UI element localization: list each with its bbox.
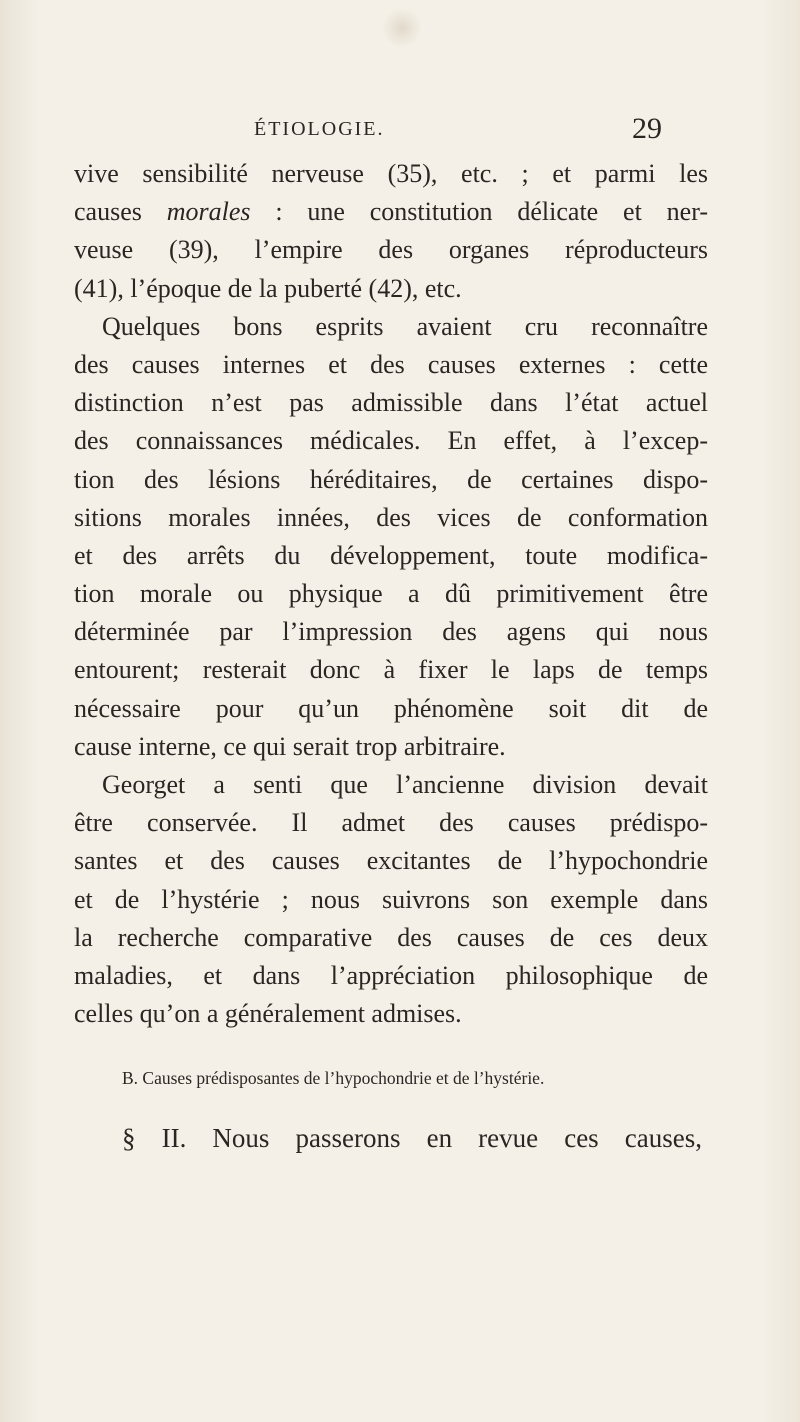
text-line: tion morale ou physique a dû primitivement être [74,579,708,609]
text-line: maladies, et dans l’appréciation philosophique de [74,960,708,990]
text-line: distinction n’est pas admissible dans l’état actuel [74,388,708,418]
text-line: la recherche comparative des causes de ces deux [74,922,708,952]
text-line: vive sensibilité nerveuse (35), etc. ; et parmi les [74,159,708,188]
text-line: veuse (39), l’empire des organes réproducteurs [74,235,708,265]
paper-stain [382,8,422,48]
body-text [74,155,708,1033]
text-line: des connaissances médicales. En effet, à l’excep- [74,426,708,456]
text-segment: : une constitution délicate et ner- [250,197,708,227]
text-line: sitions morales innées, des vices de conformation [74,502,708,532]
text-line: et des arrêts du développement, toute modifica- [74,540,708,570]
italic-word: morales [166,197,251,227]
text-line: et de l’hystérie ; nous suivrons son exemple dans [74,884,708,914]
text-line: celles qu’on a généralement admises. [74,999,462,1029]
subsection-caption: B. Causes prédisposantes de l’hypochondrie et de l’hystérie. [122,1068,545,1088]
text-line: déterminée par l’impression des agens qui nous [74,617,708,647]
running-head: ÉTIOLOGIE. [254,118,385,140]
page-header [0,112,800,146]
text-line: des causes internes et des causes externes : cette [74,349,708,379]
text-line: (41), l’époque de la puberté (42), etc. [74,273,462,303]
paragraph-start-line: Quelques bons esprits avaient cru reconnaître [102,311,708,341]
text-line: santes et des causes excitantes de l’hypochondrie [74,846,708,876]
text-line: tion des lésions héréditaires, de certaines dispo- [74,464,708,494]
text-line: cause interne, ce qui serait trop arbitraire. [74,731,506,761]
paragraph-start-line: Georget a senti que l’ancienne division devait [102,770,708,799]
text-line-with-italic [74,193,708,231]
page-number: 29 [632,112,662,145]
text-line: être conservée. Il admet des causes prédispo- [74,808,708,838]
section-heading-line: § II. Nous passerons en revue ces causes, [122,1123,702,1153]
text-segment: causes [74,197,167,227]
text-line: nécessaire pour qu’un phénomène soit dit de [74,693,708,723]
text-line: entourent; resterait donc à fixer le laps de temps [74,655,708,685]
